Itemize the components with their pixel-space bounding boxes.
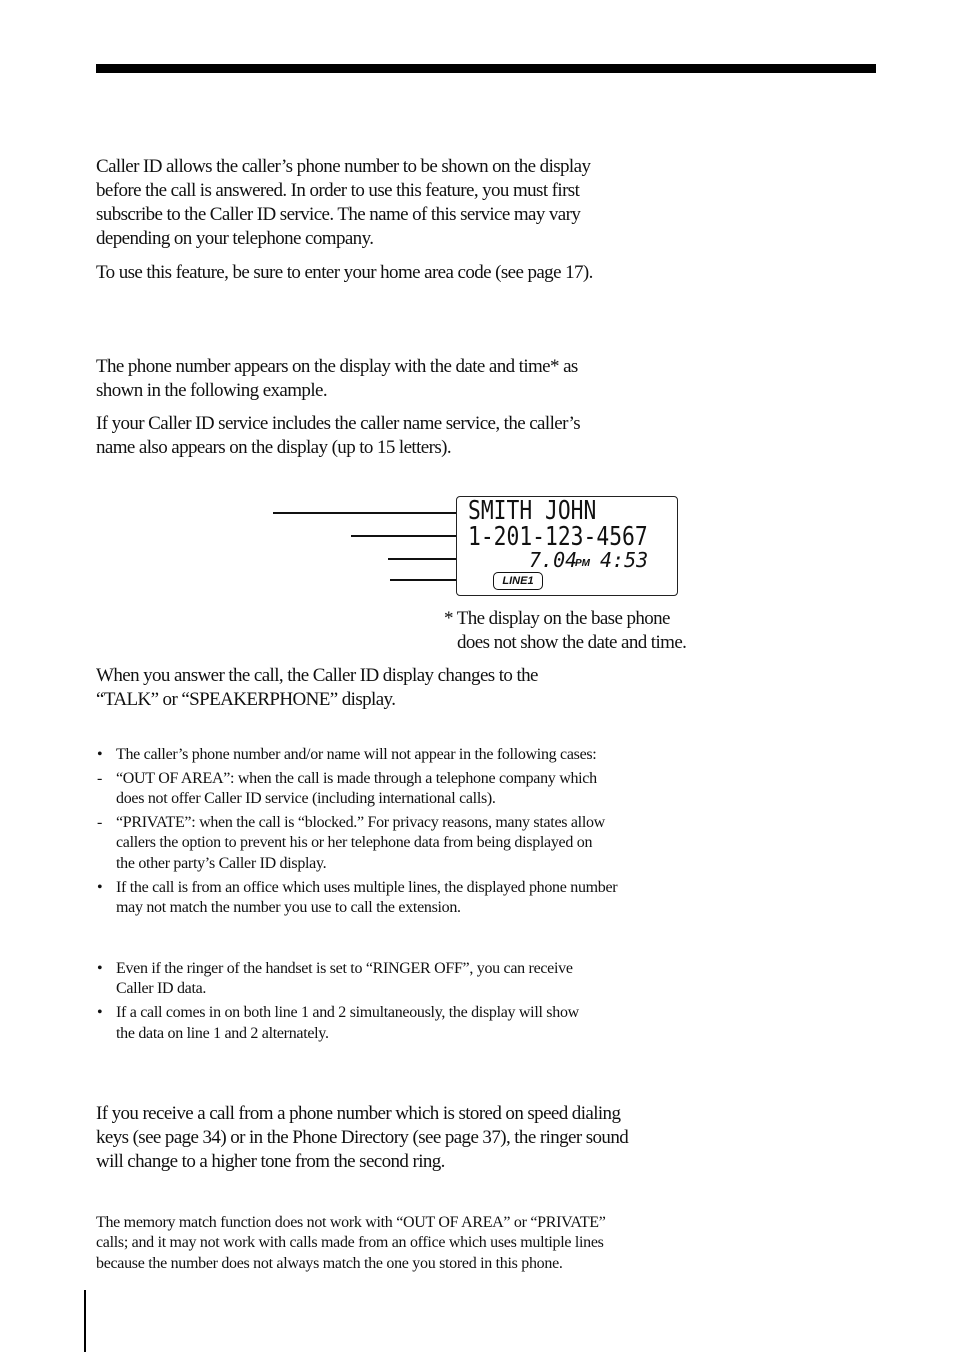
lcd-date: 7.04 — [529, 548, 578, 572]
note-out-of-area-line-1: “OUT OF AREA”: when the call is made through a telephone company which — [116, 770, 597, 787]
intro-line-3: subscribe to the Caller ID service. The name of this service may vary — [96, 204, 581, 225]
bullet-mark: • — [97, 879, 103, 896]
note-multiple-lines-2: may not match the number you use to call the extension. — [116, 899, 461, 916]
lcd-time: 4:53 — [600, 548, 649, 572]
memory-match-line-2: keys (see page 34) or in the Phone Directory (see page 37), the ringer sound — [96, 1127, 629, 1148]
footnote-line-1: * The display on the base phone — [444, 608, 670, 629]
note-not-appear: The caller’s phone number and/or name will not appear in the following cases: — [116, 746, 597, 763]
dash-mark: - — [97, 814, 103, 831]
lcd-ampm: PM — [575, 558, 590, 569]
intro-line-2: before the call is answered. In order to use this feature, you must first — [96, 180, 580, 201]
name-service-line-1: If your Caller ID service includes the caller name service, the caller’s — [96, 413, 580, 434]
lcd-caller-name: SMITH JOHN — [468, 496, 597, 526]
note-both-lines-line-1: If a call comes in on both line 1 and 2 simultaneously, the display will show — [116, 1004, 579, 1021]
note-private-line-2: callers the option to prevent his or her telephone data from being displayed on — [116, 834, 593, 851]
bullet-mark: • — [97, 960, 103, 977]
answer-note-line-2: “TALK” or “SPEAKERPHONE” display. — [96, 689, 396, 710]
area-code-note: To use this feature, be sure to enter your home area code (see page 17). — [96, 262, 593, 283]
note-private-line-3: the other party’s Caller ID display. — [116, 855, 327, 872]
display-line-2: shown in the following example. — [96, 380, 327, 401]
name-service-line-2: name also appears on the display (up to 15 letters). — [96, 437, 452, 458]
display-line-1: The phone number appears on the display with the date and time* as — [96, 356, 578, 377]
note-ringer-off-line-1: Even if the ringer of the handset is set to “RINGER OFF”, you can receive — [116, 960, 573, 977]
bullet-mark: • — [97, 746, 103, 763]
memory-note-line-2: calls; and it may not work with calls made from an office which uses multiple lines — [96, 1234, 604, 1251]
footnote-line-2: does not show the date and time. — [457, 632, 687, 653]
memory-note-line-1: The memory match function does not work with “OUT OF AREA” or “PRIVATE” — [96, 1214, 606, 1231]
note-multiple-lines-1: If the call is from an office which uses multiple lines, the displayed phone number — [116, 879, 618, 896]
lcd-display — [456, 496, 678, 596]
page-margin-line — [84, 1290, 86, 1352]
note-private-line-1: “PRIVATE”: when the call is “blocked.” For privacy reasons, many states allow — [116, 814, 605, 831]
note-out-of-area-line-2: does not offer Caller ID service (including international calls). — [116, 790, 496, 807]
dash-mark: - — [97, 770, 103, 787]
answer-note-line-1: When you answer the call, the Caller ID display changes to the — [96, 665, 538, 686]
memory-match-line-1: If you receive a call from a phone number which is stored on speed dialing — [96, 1103, 621, 1124]
memory-match-line-3: will change to a higher tone from the second ring. — [96, 1151, 445, 1172]
intro-line-4: depending on your telephone company. — [96, 228, 374, 249]
leader-line-number — [351, 535, 458, 537]
leader-line-name — [273, 512, 458, 514]
note-both-lines-line-2: the data on line 1 and 2 alternately. — [116, 1025, 329, 1042]
memory-note-line-3: because the number does not always match the one you stored in this phone. — [96, 1255, 563, 1272]
note-ringer-off-line-2: Caller ID data. — [116, 980, 207, 997]
intro-line-1: Caller ID allows the caller’s phone number to be shown on the display — [96, 156, 591, 177]
line1-badge: LINE1 — [493, 572, 543, 590]
header-rule — [96, 64, 876, 73]
bullet-mark: • — [97, 1004, 103, 1021]
lcd-caller-number: 1-201-123-4567 — [468, 522, 648, 552]
